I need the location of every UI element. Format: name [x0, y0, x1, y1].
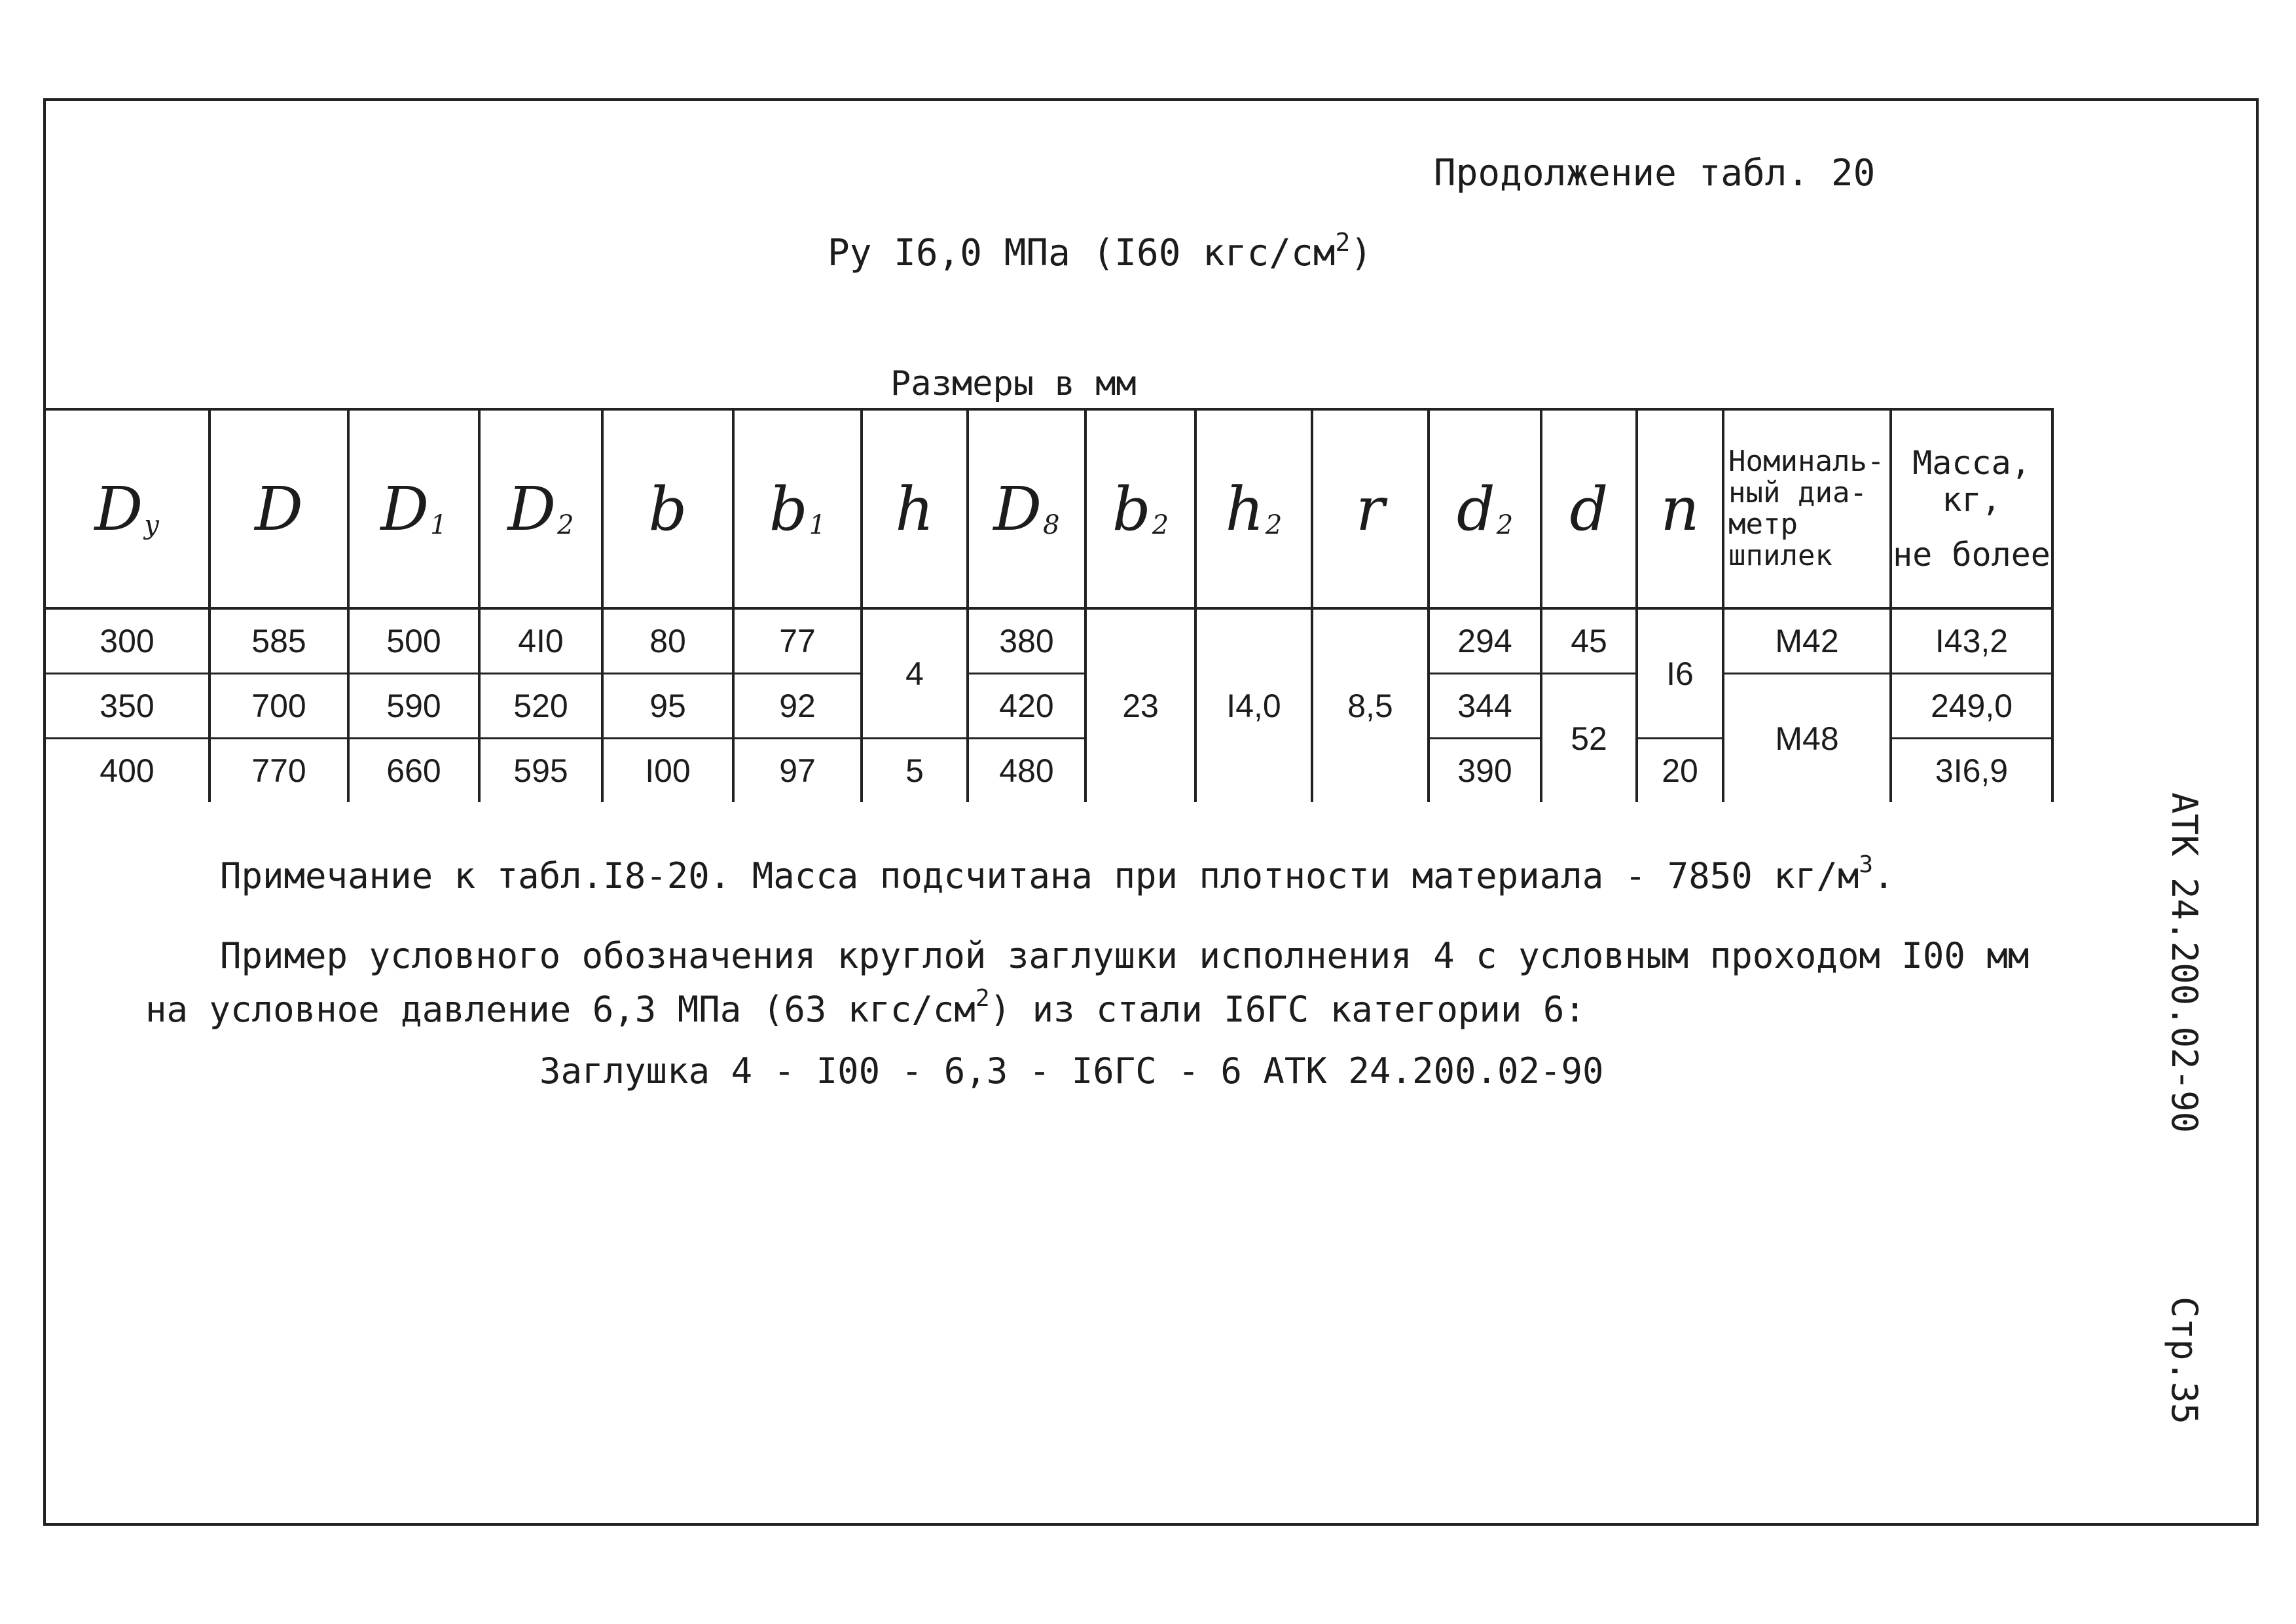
cell-d2: 595 — [479, 739, 602, 803]
cell-h2-merged: I4,0 — [1195, 608, 1312, 802]
header-d-small: d — [1541, 409, 1637, 608]
cell-d8: 380 — [968, 608, 1085, 674]
header-n: n — [1637, 409, 1723, 608]
dimensions-table — [46, 408, 2054, 802]
table-row — [46, 674, 2052, 739]
header-d2-big: $D_2$ — [479, 409, 602, 608]
header-d1: $D_1$ — [348, 409, 479, 608]
cell-d2-small: 344 — [1429, 674, 1541, 739]
cell-b: 95 — [602, 674, 733, 739]
doc-code-margin: АТК 24.200.02-90 — [2164, 792, 2205, 1134]
cell-mass: 249,0 — [1891, 674, 2052, 739]
table-note: Примечание к табл.I8-20. Масса подсчитана при плотности материала - 7850 $кг/м^3$. — [220, 851, 1895, 896]
cell-d2-small: 390 — [1429, 739, 1541, 803]
example-designation: Заглушка 4 - I00 - 6,3 - I6ГС - 6 АТК 24.200.02-90 — [539, 1050, 1604, 1092]
cell-b1: 92 — [733, 674, 862, 739]
header-d8: $D_8$ — [968, 409, 1085, 608]
cell-mass: I43,2 — [1891, 608, 2052, 674]
header-b1: $b_1$ — [733, 409, 862, 608]
cell-d-small-merged: 52 — [1541, 674, 1637, 803]
cell-b1: 97 — [733, 739, 862, 803]
cell-d1: 590 — [348, 674, 479, 739]
cell-d8: 480 — [968, 739, 1085, 803]
cell-b1: 77 — [733, 608, 862, 674]
page-number-margin: Стр.35 — [2164, 1297, 2205, 1425]
cell-dy: 350 — [46, 674, 210, 739]
cell-mass: 3I6,9 — [1891, 739, 2052, 803]
cell-d: 700 — [210, 674, 348, 739]
cell-b2-merged: 23 — [1085, 608, 1195, 802]
cell-d1: 500 — [348, 608, 479, 674]
header-dy: $D_у$ — [46, 409, 210, 608]
example-line-1: Пример условного обозначения круглой заглушки исполнения 4 с условным проходом I00 мм — [220, 935, 2030, 976]
cell-h-merged: 4 — [862, 608, 968, 739]
cell-stud-merged: М48 — [1723, 674, 1891, 803]
header-stud-diameter: Номиналь- ный диа- метр шпилек — [1723, 409, 1891, 608]
cell-n: 20 — [1637, 739, 1723, 803]
cell-d2-small: 294 — [1429, 608, 1541, 674]
sizes-caption: Размеры в мм — [890, 364, 1137, 403]
cell-dy: 400 — [100, 752, 155, 789]
cell-dy: 300 — [46, 608, 210, 674]
cell-b: 80 — [602, 608, 733, 674]
cell-d: 585 — [210, 608, 348, 674]
header-h2: $h_2$ — [1195, 409, 1312, 608]
cell-stud: М42 — [1723, 608, 1891, 674]
cell-h: 5 — [862, 739, 968, 803]
pressure-title: Ру I6,0 МПа (I60 кгс/$см^2$) — [828, 228, 1373, 274]
header-b2: $b_2$ — [1085, 409, 1195, 608]
header-r: r — [1312, 409, 1429, 608]
header-d2-small: $d_2$ — [1429, 409, 1541, 608]
header-b: b — [602, 409, 733, 608]
table-row — [46, 608, 2052, 674]
table-header-row — [46, 409, 2052, 608]
cell-r-merged: 8,5 — [1312, 608, 1429, 802]
cell-d1: 660 — [348, 739, 479, 803]
continuation-label: Продолжение табл. 20 — [1434, 152, 1876, 194]
example-line-2: на условное давление 6,3 МПа (63 кгс/$см^2$) из стали I6ГС категории 6: — [145, 985, 1586, 1030]
cell-d2: 520 — [479, 674, 602, 739]
cell-d: 770 — [210, 739, 348, 803]
cell-d2: 4I0 — [479, 608, 602, 674]
header-mass: Масса, кг, не более — [1891, 409, 2052, 608]
cell-d8: 420 — [968, 674, 1085, 739]
cell-n-merged: I6 — [1637, 608, 1723, 739]
header-d-outer: D — [210, 409, 348, 608]
cell-d-small: 45 — [1541, 608, 1637, 674]
header-h: h — [862, 409, 968, 608]
cell-b: I00 — [602, 739, 733, 803]
page-frame — [43, 98, 2259, 1526]
